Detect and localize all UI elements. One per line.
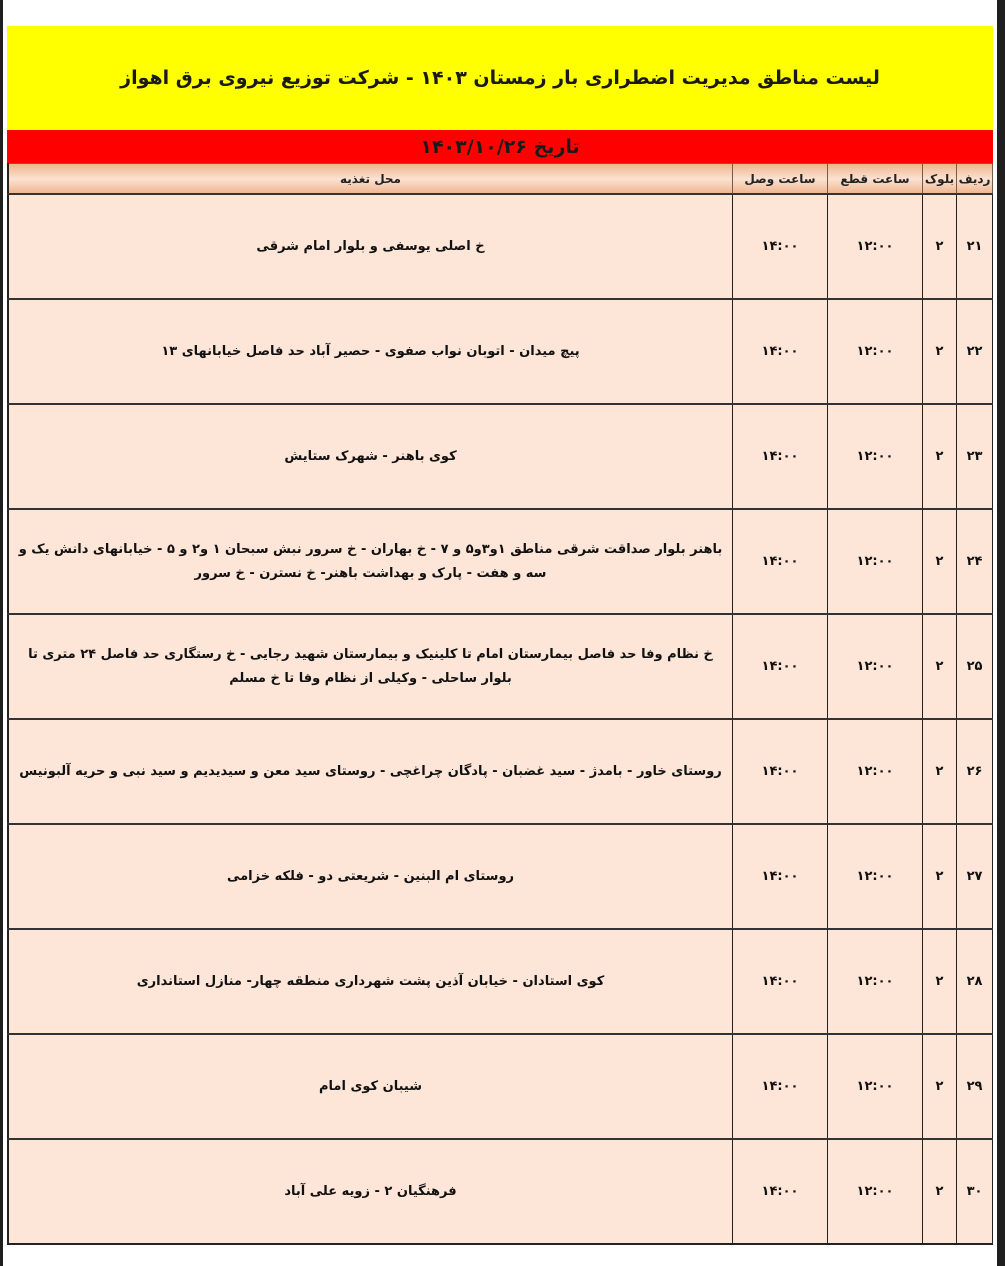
row-reconnect-time: ۱۴:۰۰ xyxy=(733,929,828,1034)
row-block: ۲ xyxy=(923,614,957,719)
row-location: خ نظام وفا حد فاصل بیمارستان امام تا کلینیک و بیمارستان شهید رجایی - خ رستگاری حد فاصل ۲۴ متری تا بلوار ساحلی - وکیلی از نظام وفا تا خ مسلم xyxy=(8,614,733,719)
table-row xyxy=(8,509,993,614)
row-cut-time: ۱۲:۰۰ xyxy=(828,719,923,824)
row-index: ۲۸ xyxy=(957,929,993,1034)
row-block: ۲ xyxy=(923,1139,957,1244)
row-cut-time: ۱۲:۰۰ xyxy=(828,194,923,299)
row-block: ۲ xyxy=(923,194,957,299)
table-row xyxy=(8,194,993,299)
row-index: ۲۷ xyxy=(957,824,993,929)
header-index: ردیف xyxy=(957,164,993,195)
row-index: ۲۴ xyxy=(957,509,993,614)
row-block: ۲ xyxy=(923,929,957,1034)
row-block: ۲ xyxy=(923,1034,957,1139)
row-location: شیبان کوی امام xyxy=(8,1034,733,1139)
outage-schedule-sheet xyxy=(7,26,993,1245)
row-block: ۲ xyxy=(923,824,957,929)
row-cut-time: ۱۲:۰۰ xyxy=(828,929,923,1034)
row-location: روستای خاور - بامدژ - سید غضبان - پادگان چراغچی - روستای سید معن و سیدیدیم و سید نبی و حریه آلبونیس xyxy=(8,719,733,824)
table-row xyxy=(8,614,993,719)
row-location: باهنر بلوار صداقت شرقی مناطق ۱و۳و۵ و ۷ - خ بهاران - خ سرور نبش سبحان ۱ و۲ و ۵ - خیابانهای دانش یک و سه و هفت - پارک و بهداشت باهنر- خ نسترن - خ سرور xyxy=(8,509,733,614)
table-row xyxy=(8,719,993,824)
row-reconnect-time: ۱۴:۰۰ xyxy=(733,404,828,509)
header-block: بلوک xyxy=(923,164,957,195)
row-location: روستای ام البنین - شریعتی دو - فلکه خزامی xyxy=(8,824,733,929)
row-index: ۳۰ xyxy=(957,1139,993,1244)
schedule-date: تاریخ ۱۴۰۳/۱۰/۲۶ xyxy=(420,135,580,158)
row-index: ۲۵ xyxy=(957,614,993,719)
row-reconnect-time: ۱۴:۰۰ xyxy=(733,824,828,929)
table-row xyxy=(8,1139,993,1244)
outage-table xyxy=(7,163,993,1245)
row-cut-time: ۱۲:۰۰ xyxy=(828,404,923,509)
table-row xyxy=(8,824,993,929)
header-location: محل تغذیه xyxy=(8,164,733,195)
row-cut-time: ۱۲:۰۰ xyxy=(828,614,923,719)
row-reconnect-time: ۱۴:۰۰ xyxy=(733,509,828,614)
row-reconnect-time: ۱۴:۰۰ xyxy=(733,1139,828,1244)
table-header-row xyxy=(8,164,993,195)
header-cut-time: ساعت قطع xyxy=(828,164,923,195)
date-banner xyxy=(7,130,993,163)
row-cut-time: ۱۲:۰۰ xyxy=(828,824,923,929)
table-row xyxy=(8,929,993,1034)
row-reconnect-time: ۱۴:۰۰ xyxy=(733,614,828,719)
row-cut-time: ۱۲:۰۰ xyxy=(828,299,923,404)
row-location: کوی باهنر - شهرک ستایش xyxy=(8,404,733,509)
row-location: خ اصلی یوسفی و بلوار امام شرقی xyxy=(8,194,733,299)
row-index: ۲۳ xyxy=(957,404,993,509)
row-index: ۲۶ xyxy=(957,719,993,824)
row-cut-time: ۱۲:۰۰ xyxy=(828,509,923,614)
row-index: ۲۱ xyxy=(957,194,993,299)
table-row xyxy=(8,1034,993,1139)
row-location: پیچ میدان - اتوبان نواب صفوی - حصیر آباد حد فاصل خیابانهای ۱۳ xyxy=(8,299,733,404)
header-reconnect-time: ساعت وصل xyxy=(733,164,828,195)
row-location: کوی استادان - خیابان آذین پشت شهرداری منطقه چهار- منازل استانداری xyxy=(8,929,733,1034)
title-banner xyxy=(7,26,993,130)
row-block: ۲ xyxy=(923,404,957,509)
row-reconnect-time: ۱۴:۰۰ xyxy=(733,299,828,404)
left-frame-edge xyxy=(0,0,3,1266)
table-row xyxy=(8,299,993,404)
row-index: ۲۹ xyxy=(957,1034,993,1139)
row-reconnect-time: ۱۴:۰۰ xyxy=(733,1034,828,1139)
right-frame-edge xyxy=(997,0,1005,1266)
row-reconnect-time: ۱۴:۰۰ xyxy=(733,194,828,299)
row-location: فرهنگیان ۲ - زویه علی آباد xyxy=(8,1139,733,1244)
row-block: ۲ xyxy=(923,299,957,404)
row-block: ۲ xyxy=(923,509,957,614)
row-block: ۲ xyxy=(923,719,957,824)
row-cut-time: ۱۲:۰۰ xyxy=(828,1139,923,1244)
row-index: ۲۲ xyxy=(957,299,993,404)
page-title: لیست مناطق مدیریت اضطراری بار زمستان ۱۴۰۳ - شرکت توزیع نیروی برق اهواز xyxy=(120,67,880,89)
row-cut-time: ۱۲:۰۰ xyxy=(828,1034,923,1139)
row-reconnect-time: ۱۴:۰۰ xyxy=(733,719,828,824)
table-row xyxy=(8,404,993,509)
